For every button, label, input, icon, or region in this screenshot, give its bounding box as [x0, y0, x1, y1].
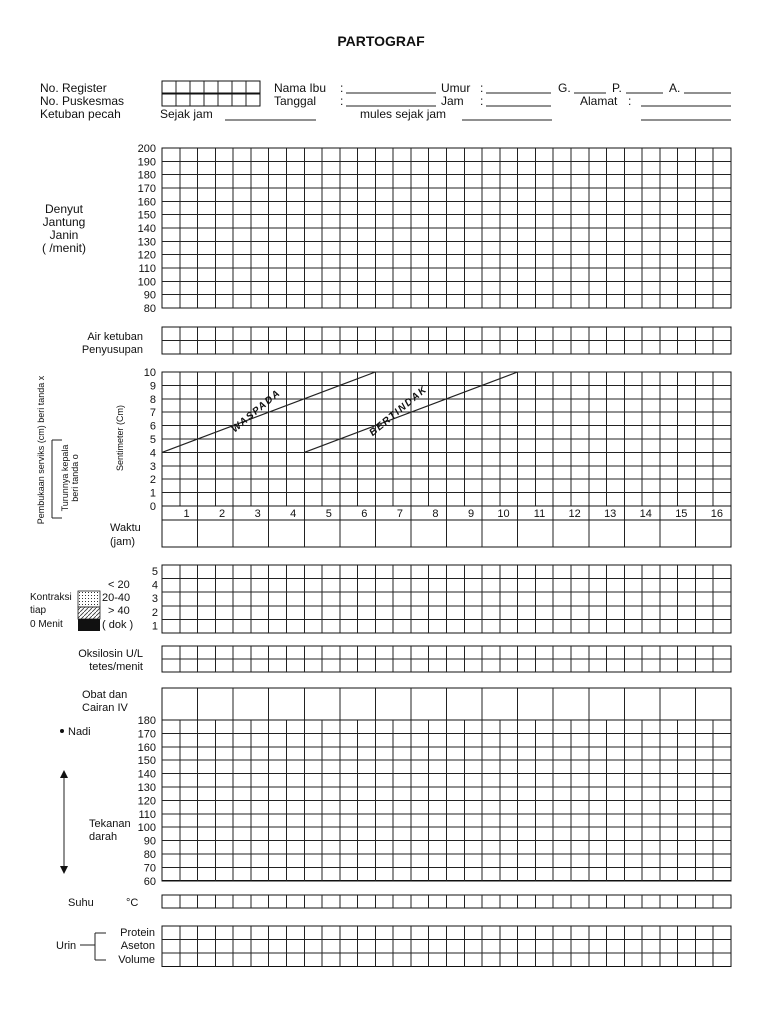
nadi-dot-icon	[60, 729, 64, 733]
cervix-grid[interactable]	[162, 372, 731, 506]
oxytocin-grid[interactable]	[162, 646, 731, 672]
contraction-legend-weak-swatch	[78, 591, 100, 607]
fhr-scale-tick: 100	[137, 276, 156, 289]
vitals-scale-tick: 160	[137, 741, 156, 754]
cervix-scale-tick: 7	[149, 407, 156, 420]
vitals-scale-tick: 150	[137, 755, 156, 768]
cervix-scale-tick: 10	[143, 367, 156, 379]
fhr-label	[42, 202, 86, 255]
contraction-legend-strong-swatch	[78, 619, 100, 631]
hour-label: 10	[497, 508, 510, 520]
protein-label: Protein	[120, 927, 155, 939]
vitals-scale-tick: 90	[143, 835, 156, 848]
hour-label: 11	[533, 508, 546, 520]
fhr-scale-tick: 170	[137, 182, 156, 195]
vitals-scale-tick: 60	[143, 875, 156, 888]
hour-label: 12	[568, 508, 581, 520]
rule-dok: ( dok )	[102, 619, 134, 631]
hour-label: 3	[254, 508, 261, 520]
turunnya-kepala-label: Turunnya kepala	[60, 444, 70, 512]
hour-label: 5	[325, 508, 332, 520]
hour-label: 13	[604, 508, 617, 520]
pembukaan-serviks-label: Pembukaan serviks (cm) beri tanda x	[36, 375, 46, 525]
rule-more-40: > 40	[108, 605, 130, 617]
air-ketuban-label: Air ketuban	[87, 331, 143, 343]
contraction-grid[interactable]	[162, 565, 731, 633]
hour-label: 14	[639, 508, 652, 520]
waspada-label: WASPADA	[229, 387, 284, 436]
vitals-scale-tick: 70	[143, 862, 156, 875]
fhr-label-line: Jantung	[42, 215, 86, 229]
contraction-row-number: 2	[151, 606, 158, 619]
urine-grid[interactable]	[162, 926, 731, 967]
hour-label: 16	[710, 508, 723, 520]
p-label: P.	[612, 81, 622, 95]
cairan-iv-label: Cairan IV	[82, 702, 128, 714]
fhr-grid[interactable]	[162, 148, 731, 308]
suhu-label: Suhu	[68, 897, 94, 909]
fhr-scale-tick: 150	[137, 209, 156, 222]
grids	[138, 81, 731, 967]
fhr-scale-tick: 190	[137, 156, 156, 169]
cervix-scale-tick: 5	[149, 434, 156, 446]
fhr-scale-tick: 180	[137, 169, 156, 182]
colon: :	[628, 94, 632, 108]
sejak-jam-label: Sejak jam	[160, 107, 213, 121]
vitals-scale-tick: 80	[143, 849, 156, 861]
header	[40, 81, 731, 121]
hour-label: 6	[361, 508, 368, 520]
hour-label: 2	[219, 508, 226, 520]
tekanan-label: Tekanan	[89, 818, 131, 830]
hour-label: 9	[467, 508, 475, 520]
vitals-scale-tick: 180	[137, 715, 156, 727]
fhr-scale-tick: 90	[143, 289, 156, 302]
double-arrow-icon	[60, 770, 68, 874]
colon: :	[340, 94, 344, 108]
hour-label: 7	[396, 508, 403, 520]
tiap-label: tiap	[30, 605, 47, 616]
cervix-scale-tick: 9	[149, 380, 156, 393]
fhr-label-line: Janin	[49, 228, 79, 242]
celsius-unit: °C	[126, 897, 139, 909]
urin-label: Urin	[56, 940, 77, 952]
fhr-label-line: ( /menit)	[41, 241, 87, 255]
register-number-boxes[interactable]	[162, 81, 260, 93]
fhr-scale-tick: 130	[137, 236, 156, 249]
vitals-grid[interactable]	[162, 720, 731, 881]
vitals-scale-tick: 140	[137, 768, 156, 781]
colon: :	[340, 81, 344, 95]
fhr-scale-tick: 160	[137, 196, 156, 209]
vitals-scale-tick: 170	[137, 728, 156, 741]
umur-label: Umur	[441, 81, 471, 95]
cervix-scale-tick: 8	[149, 393, 156, 406]
fhr-scale-tick: 140	[137, 222, 156, 235]
drugs-grid[interactable]	[162, 688, 731, 720]
colon: :	[480, 81, 484, 95]
waktu-row[interactable]	[162, 520, 731, 547]
cervix-scale-tick: 6	[149, 420, 156, 433]
page-title: PARTOGRAF	[337, 33, 425, 49]
penyusupan-label: Penyusupan	[81, 344, 143, 356]
vitals-scale-tick: 100	[137, 822, 156, 835]
puskesmas-number-boxes-frame	[162, 94, 260, 106]
temperature-grid[interactable]	[162, 895, 731, 908]
cervix-scale-tick: 1	[149, 487, 156, 500]
volume-label: Volume	[118, 954, 155, 966]
nama-ibu-label: Nama Ibu	[274, 81, 327, 95]
cervix-scale-tick: 0	[149, 501, 156, 513]
nadi-label: Nadi	[68, 726, 91, 738]
a-label: A.	[669, 81, 681, 95]
g-label: G.	[558, 81, 571, 95]
fhr-scale-tick: 80	[143, 302, 156, 315]
contraction-row-number: 1	[151, 620, 158, 633]
fhr-scale-tick: 110	[138, 262, 156, 275]
bertindak-label: BERTINDAK	[367, 383, 430, 439]
hour-label: 15	[675, 508, 688, 520]
colon: :	[480, 94, 484, 108]
contraction-row-number: 4	[151, 579, 158, 592]
cervix-scale-tick: 2	[149, 474, 156, 487]
fhr-label-line: Denyut	[44, 202, 84, 216]
contraction-legend	[30, 579, 133, 631]
vitals-scale-tick: 110	[138, 808, 156, 821]
fhr-scale-tick: 120	[137, 249, 156, 262]
hour-label: 1	[183, 508, 190, 520]
rule-less-20: < 20	[108, 579, 130, 591]
ketuban-pecah-label: Ketuban pecah	[40, 107, 121, 121]
alamat-label: Alamat	[580, 94, 618, 108]
cervix-scale-tick: 3	[149, 460, 156, 473]
vitals-scale-tick: 130	[137, 782, 156, 794]
beri-tanda-o-label: beri tanda o	[70, 454, 80, 502]
puskesmas-number-boxes[interactable]	[162, 94, 260, 106]
contraction-legend-moderate-swatch	[78, 607, 100, 619]
oksitosin-label: Oksilosin U/L	[78, 648, 143, 660]
no-register-label: No. Register	[40, 81, 107, 95]
fhr-scale-tick: 200	[137, 143, 156, 155]
jam-unit-label: (jam)	[110, 536, 136, 548]
contraction-row-number: 3	[151, 593, 158, 606]
hour-label: 4	[290, 508, 297, 520]
vitals-scale-tick: 120	[137, 795, 156, 808]
obat-label: Obat dan	[82, 689, 128, 701]
darah-label: darah	[89, 831, 118, 843]
sentimeter-label: Sentimeter (Cm)	[115, 404, 125, 472]
aseton-label: Aseton	[120, 940, 155, 952]
cervix-scale-tick: 4	[149, 447, 156, 460]
register-number-boxes-frame	[162, 81, 260, 93]
rule-20-40: 20-40	[102, 592, 131, 604]
jam-label: Jam	[441, 94, 464, 108]
contraction-row-number: 5	[151, 566, 158, 578]
menit-label: 0 Menit	[30, 619, 63, 630]
mules-sejak-jam-label: mules sejak jam	[360, 107, 447, 121]
no-puskesmas-label: No. Puskesmas	[40, 94, 125, 108]
waktu-label: Waktu	[110, 522, 141, 534]
hour-label: 8	[432, 508, 439, 520]
amnion-grid[interactable]	[162, 327, 731, 354]
tetes-menit-label: tetes/menit	[89, 661, 143, 673]
tanggal-label: Tanggal	[274, 94, 317, 108]
kontraksi-label: Kontraksi	[30, 592, 72, 603]
